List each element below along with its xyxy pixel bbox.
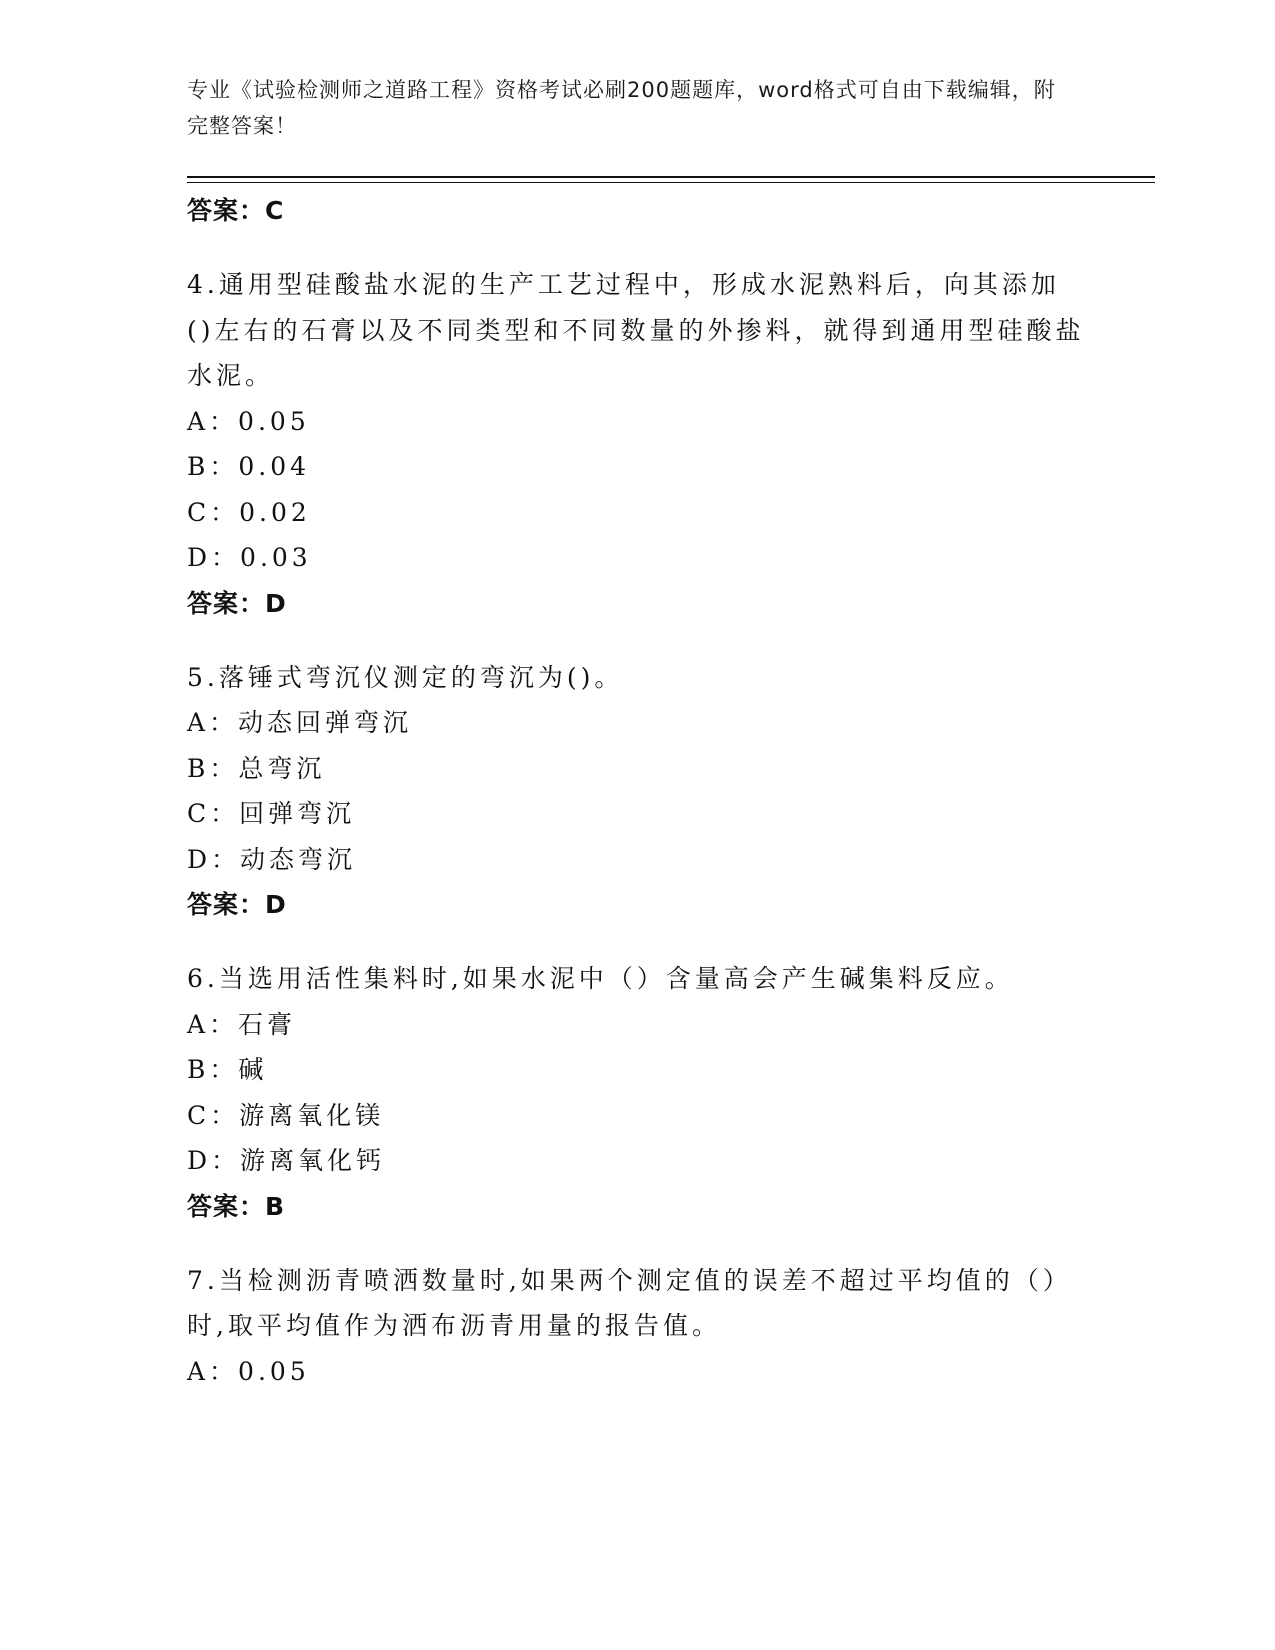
answer-line: 答案：C [187,196,285,225]
question-stem: 4.通用型硅酸盐水泥的生产工艺过程中，形成水泥熟料后，向其添加()左右的石膏以及不同类型和不同数量的外掺料，就得到通用型硅酸盐水泥。 [187,270,1085,390]
option-c: C：游离氧化镁 [187,1100,385,1130]
document-body [187,188,1087,1423]
document-header: 专业《试验检测师之道路工程》资格考试必刷200题题库，word格式可自由下载编辑，附完整答案！ [187,78,1056,138]
question-6 [187,956,1087,1229]
question-5 [187,655,1087,928]
answer-line: 答案：D [187,890,287,919]
option-d: D：游离氧化钙 [187,1146,386,1175]
option-b: B：0.04 [187,452,311,481]
option-a: A：动态回弹弯沉 [187,708,413,737]
question-7 [187,1258,1087,1395]
option-a: A：石膏 [187,1009,297,1039]
option-a: A：0.05 [187,406,310,436]
option-c: C：0.02 [187,497,311,527]
option-d: D：0.03 [187,543,312,572]
header-rule-thick [187,176,1155,178]
option-a: A：0.05 [187,1356,310,1386]
header-rule-thin [187,182,1155,183]
option-d: D：动态弯沉 [187,844,357,874]
option-b: B：总弯沉 [187,753,326,783]
option-b: B：碱 [187,1055,268,1084]
answer-line: 答案：B [187,1191,286,1221]
option-c: C：回弹弯沉 [187,799,356,828]
question-stem: 7.当检测沥青喷洒数量时,如果两个测定值的误差不超过平均值的（）时,取平均值作为洒布沥青用量的报告值。 [187,1265,1072,1340]
question-stem: 6.当选用活性集料时,如果水泥中（）含量高会产生碱集料反应。 [187,964,1014,993]
question-stem: 5.落锤式弯沉仪测定的弯沉为()。 [187,662,624,692]
answer-line: 答案：D [187,588,287,618]
question-4 [187,262,1087,626]
